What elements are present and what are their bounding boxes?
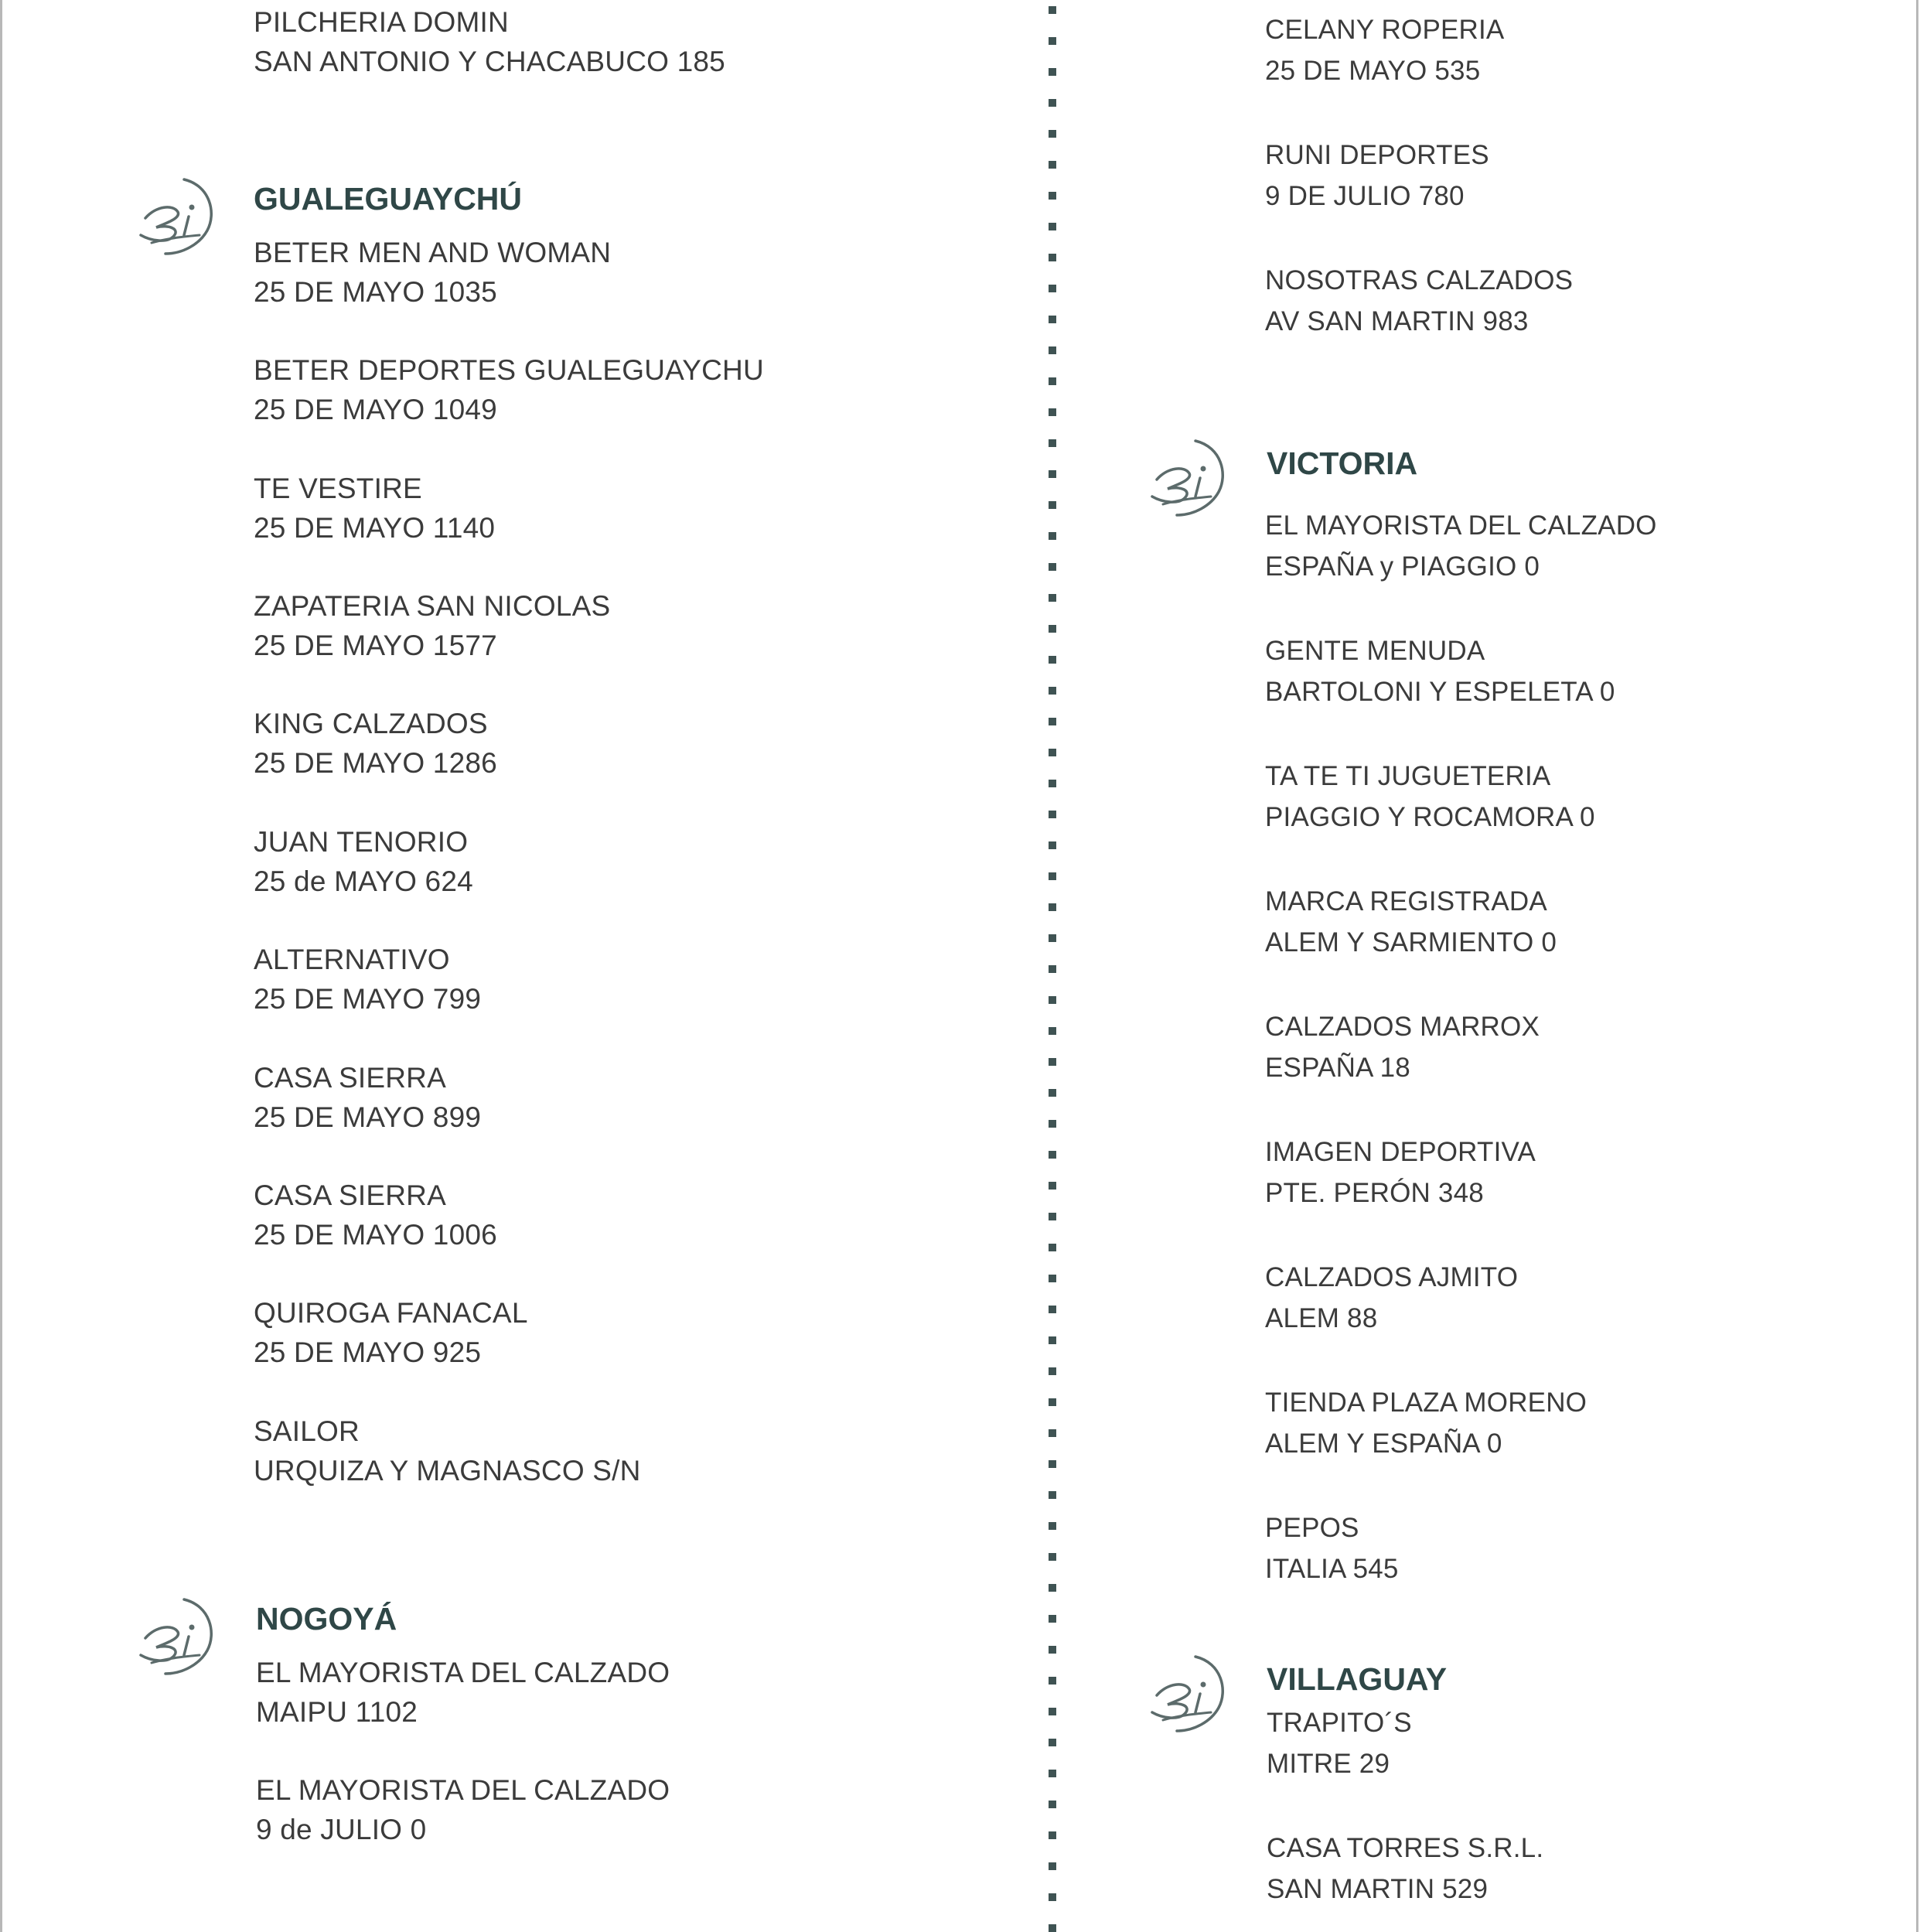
- store-entry: [1265, 630, 1615, 712]
- store-entry: [256, 1770, 670, 1849]
- store-address: 25 DE MAYO 1140: [254, 512, 496, 544]
- store-address: SAN MARTIN 529: [1267, 1874, 1489, 1904]
- store-entry: [254, 1058, 481, 1137]
- store-name: IMAGEN DEPORTIVA: [1265, 1137, 1536, 1167]
- brand-logo-icon: [133, 173, 220, 260]
- brand-logo-icon: [1144, 1650, 1231, 1737]
- store-name: EL MAYORISTA DEL CALZADO: [256, 1774, 670, 1806]
- store-address: 25 DE MAYO 1049: [254, 394, 497, 425]
- column-divider: [1049, 0, 1056, 1932]
- store-name: PILCHERIA DOMIN: [254, 6, 509, 38]
- store-entry: [254, 822, 473, 901]
- store-address: 9 de JULIO 0: [256, 1814, 427, 1845]
- page-edge-right: [1916, 0, 1918, 1932]
- store-address: MITRE 29: [1267, 1749, 1390, 1779]
- store-entry: [254, 586, 610, 665]
- store-address: 25 DE MAYO 799: [254, 983, 482, 1015]
- store-entry: [1265, 9, 1504, 91]
- store-address: 25 DE MAYO 1035: [254, 276, 497, 308]
- store-entry: [1265, 881, 1557, 963]
- store-name: NOSOTRAS CALZADOS: [1265, 265, 1574, 295]
- store-entry: [1265, 505, 1657, 587]
- store-entry: [1265, 135, 1489, 217]
- store-entry: [1265, 1507, 1399, 1589]
- store-entry: [254, 469, 495, 548]
- store-entry: [254, 2, 725, 81]
- store-name: TIENDA PLAZA MORENO: [1265, 1388, 1587, 1418]
- store-address: 25 DE MAYO 925: [254, 1336, 482, 1368]
- store-address: PTE. PERÓN 348: [1265, 1178, 1484, 1208]
- city-heading: GUALEGUAYCHÚ: [254, 181, 523, 217]
- store-address: ITALIA 545: [1265, 1554, 1399, 1584]
- store-address: PIAGGIO Y ROCAMORA 0: [1265, 802, 1595, 832]
- store-name: CALZADOS MARROX: [1265, 1012, 1540, 1042]
- store-address: 25 DE MAYO 1577: [254, 630, 497, 661]
- store-entry: [1267, 1828, 1543, 1910]
- city-heading: VICTORIA: [1267, 445, 1418, 481]
- store-name: TA TE TI JUGUETERIA: [1265, 761, 1551, 791]
- store-entry: [254, 1411, 641, 1490]
- store-address: ESPAÑA y PIAGGIO 0: [1265, 551, 1540, 582]
- store-name: RUNI DEPORTES: [1265, 140, 1489, 170]
- store-entry: [1265, 1132, 1536, 1213]
- store-address: SAN ANTONIO Y CHACABUCO 185: [254, 46, 725, 77]
- page-edge-left: [0, 0, 2, 1932]
- store-name: MARCA REGISTRADA: [1265, 886, 1547, 917]
- store-entry: [254, 1176, 497, 1254]
- store-name: GENTE MENUDA: [1265, 636, 1485, 666]
- store-entry: [1265, 1257, 1518, 1339]
- store-entry: [1267, 1702, 1412, 1784]
- store-entry: [1265, 1006, 1540, 1088]
- store-name: SAILOR: [254, 1415, 360, 1447]
- store-name: PEPOS: [1265, 1513, 1359, 1543]
- store-name: CASA SIERRA: [254, 1062, 446, 1094]
- city-heading: VILLAGUAY: [1267, 1661, 1448, 1697]
- store-address: MAIPU 1102: [256, 1696, 418, 1728]
- store-entry: [256, 1653, 670, 1732]
- brand-logo-icon: [133, 1593, 220, 1680]
- store-name: EL MAYORISTA DEL CALZADO: [1265, 510, 1657, 541]
- store-entry: [1265, 756, 1595, 838]
- store-entry: [1265, 1382, 1587, 1464]
- store-address: 9 DE JULIO 780: [1265, 181, 1465, 211]
- store-name: BETER DEPORTES GUALEGUAYCHU: [254, 354, 764, 386]
- store-name: JUAN TENORIO: [254, 826, 469, 858]
- store-address: ESPAÑA 18: [1265, 1053, 1410, 1083]
- brand-logo-icon: [1144, 435, 1231, 521]
- store-name: CASA TORRES S.R.L.: [1267, 1833, 1544, 1863]
- store-address: 25 DE MAYO 899: [254, 1101, 482, 1133]
- store-entry: [254, 704, 497, 783]
- store-name: ZAPATERIA SAN NICOLAS: [254, 590, 611, 622]
- store-name: CASA SIERRA: [254, 1179, 446, 1211]
- store-name: EL MAYORISTA DEL CALZADO: [256, 1657, 670, 1688]
- store-address: 25 de MAYO 624: [254, 865, 473, 897]
- store-name: KING CALZADOS: [254, 708, 488, 739]
- store-address: BARTOLONI Y ESPELETA 0: [1265, 677, 1615, 707]
- store-address: ALEM Y ESPAÑA 0: [1265, 1429, 1502, 1459]
- store-address: ALEM 88: [1265, 1303, 1378, 1333]
- store-address: URQUIZA Y MAGNASCO S/N: [254, 1455, 641, 1487]
- store-entry: [254, 940, 481, 1019]
- store-name: CALZADOS AJMITO: [1265, 1262, 1519, 1292]
- store-address: 25 DE MAYO 1006: [254, 1219, 497, 1251]
- store-name: TE VESTIRE: [254, 473, 422, 504]
- store-entry: [254, 350, 764, 429]
- city-heading: NOGOYÁ: [256, 1601, 397, 1637]
- store-name: QUIROGA FANACAL: [254, 1297, 528, 1329]
- store-name: TRAPITO´S: [1267, 1708, 1412, 1738]
- store-address: 25 DE MAYO 535: [1265, 56, 1481, 86]
- store-entry: [1265, 260, 1573, 342]
- store-name: CELANY ROPERIA: [1265, 15, 1505, 45]
- store-address: AV SAN MARTIN 983: [1265, 306, 1529, 336]
- store-entry: [254, 1293, 528, 1372]
- store-entry: [254, 233, 611, 312]
- store-address: 25 DE MAYO 1286: [254, 747, 497, 779]
- store-address: ALEM Y SARMIENTO 0: [1265, 927, 1557, 957]
- store-name: BETER MEN AND WOMAN: [254, 237, 612, 268]
- store-name: ALTERNATIVO: [254, 944, 450, 975]
